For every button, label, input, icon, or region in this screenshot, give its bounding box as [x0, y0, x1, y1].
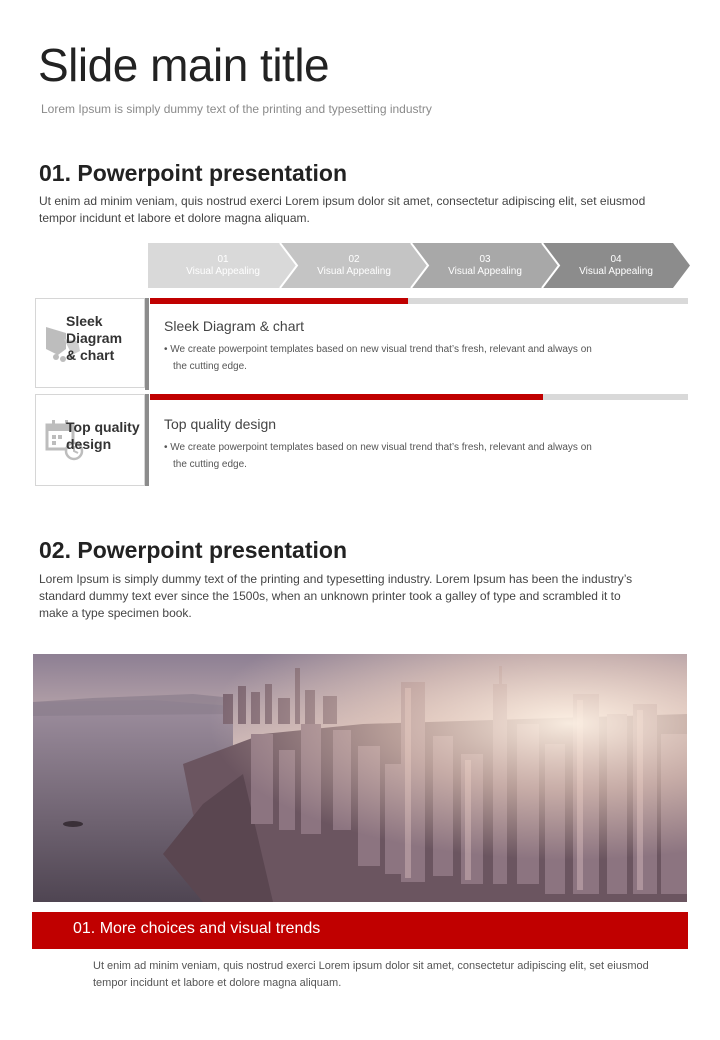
card-2-icon-label-line2: design	[66, 436, 112, 452]
step-3-label: Visual Appealing	[448, 265, 522, 277]
step-2-number: 02	[348, 253, 360, 265]
card-1-icon-label-line1: Sleek	[66, 313, 103, 329]
step-2	[289, 243, 419, 288]
card-2-bullet-line1: • We create powerpoint templates based on new visual trend that’s fresh, relevant and always on	[164, 442, 592, 453]
banner-title: 01. More choices and visual trends	[73, 920, 321, 937]
card-2-icon-label-line1: Top quality	[66, 419, 140, 435]
banner-body-line1: Ut enim ad minim veniam, quis nostrud exerci Lorem ipsum dolor sit amet, consectetur adipiscing elit, set eiusmod	[93, 960, 649, 972]
section2-body-line1: Lorem Ipsum is simply dummy text of the printing and typesetting industry. Lorem Ipsum has been the industry’s	[39, 572, 633, 586]
section2-body-line3: make a type specimen book.	[39, 606, 192, 620]
card-2-icon-label	[66, 419, 140, 453]
section1-body-line2: tempor incidunt et labore et dolore magna aliquam.	[39, 211, 310, 225]
banner	[32, 912, 688, 949]
banner-body-line2: tempor incidunt et labore et dolore magna aliquam.	[93, 977, 342, 989]
card-2-progress-track	[150, 394, 688, 400]
card-1-bullet	[164, 341, 624, 375]
page-title: Slide main title	[38, 39, 330, 91]
card-2-heading: Top quality design	[164, 416, 277, 432]
step-1-number: 01	[217, 253, 229, 265]
card-1-bullet-line1: • We create powerpoint templates based on new visual trend that’s fresh, relevant and always on	[164, 344, 592, 355]
section2-body-line2: standard dummy text ever since the 1500s, when an unknown printer took a galley of type and scrambled it to	[39, 589, 621, 603]
step-4-number: 04	[610, 253, 622, 265]
step-2-label: Visual Appealing	[317, 265, 391, 277]
card-1-icon-label-line3: & chart	[66, 347, 115, 363]
card-1-progress-fill	[150, 298, 408, 304]
card-2-bullet	[164, 439, 624, 473]
banner-body	[93, 958, 693, 992]
page-subtitle: Lorem Ipsum is simply dummy text of the printing and typesetting industry	[41, 102, 432, 116]
city-skyline-photo	[33, 654, 687, 902]
step-3-number: 03	[479, 253, 491, 265]
card-1-icon-box	[35, 298, 145, 388]
section2-title: 02. Powerpoint presentation	[39, 537, 347, 563]
step-4	[551, 243, 681, 288]
step-4-label: Visual Appealing	[579, 265, 653, 277]
card-2-progress-fill	[150, 394, 543, 400]
card-1-icon-label	[66, 313, 122, 364]
card-1-icon-label-line2: Diagram	[66, 330, 123, 346]
section2-body	[39, 571, 689, 622]
card-2-icon-box	[35, 394, 145, 486]
step-1-label: Visual Appealing	[186, 265, 260, 277]
section1-title: 01. Powerpoint presentation	[39, 160, 347, 186]
card-2-divider	[145, 394, 149, 486]
step-3	[420, 243, 550, 288]
card-1-heading: Sleek Diagram & chart	[164, 318, 305, 334]
card-1-divider	[145, 298, 149, 390]
section1-body-line1: Ut enim ad minim veniam, quis nostrud exerci Lorem ipsum dolor sit amet, consectetur adipiscing elit, set eiusmod	[39, 194, 646, 208]
step-1	[158, 243, 288, 288]
card-1-progress-track	[150, 298, 688, 304]
card-2-bullet-line2: the cutting edge.	[173, 459, 247, 470]
card-1-bullet-line2: the cutting edge.	[173, 361, 247, 372]
section1-body	[39, 193, 689, 227]
